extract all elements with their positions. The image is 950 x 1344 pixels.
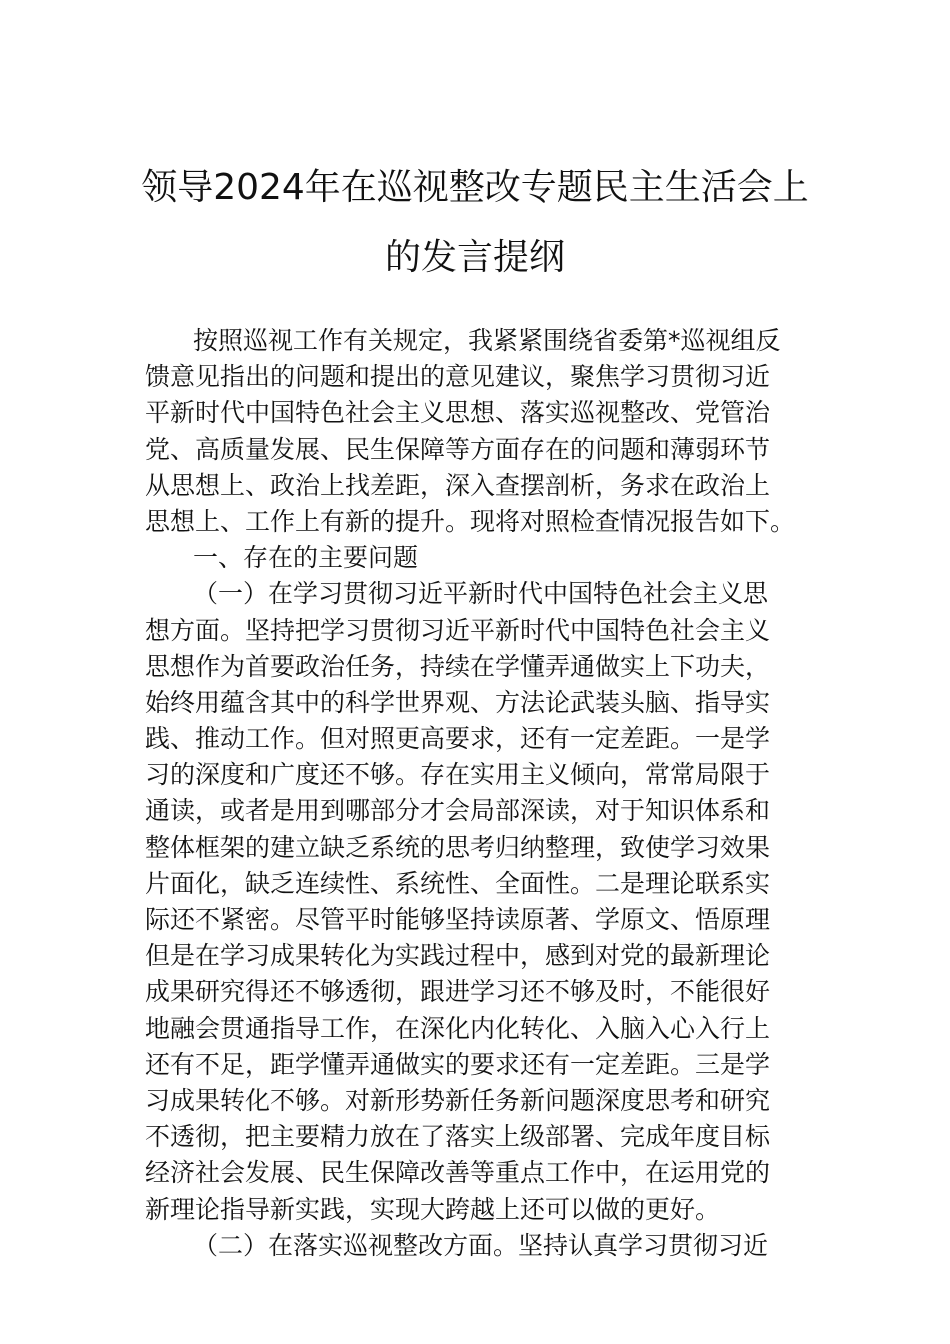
paragraph-line: 想方面。坚持把学习贯彻习近平新时代中国特色社会主义 (145, 615, 771, 645)
paragraph-line: 践、推动工作。但对照更高要求，还有一定差距。一是学 (145, 724, 771, 754)
document-title-line-1: 领导2024年在巡视整改专题民主生活会上 (141, 167, 809, 208)
paragraph-line: 新理论指导新实践，实现大跨越上还可以做的更好。 (145, 1194, 721, 1224)
paragraph-line: （一）在学习贯彻习近平新时代中国特色社会主义思 (193, 579, 769, 609)
paragraph-line: 习成果转化不够。对新形势新任务新问题深度思考和研究 (145, 1085, 771, 1115)
paragraph-line: 按照巡视工作有关规定，我紧紧围绕省委第*巡视组反 (193, 326, 781, 355)
paragraph-line: 不透彻，把主要精力放在了落实上级部署、完成年度目标 (145, 1122, 771, 1152)
document-title-line-2: 的发言提纲 (384, 237, 565, 278)
paragraph-line: 成果研究得还不够透彻，跟进学习还不够及时，不能很好 (145, 977, 771, 1007)
paragraph-line: 党、高质量发展、民生保障等方面存在的问题和薄弱环节 (145, 434, 771, 464)
paragraph-line: 但是在学习成果转化为实践过程中，感到对党的最新理论 (145, 941, 771, 971)
paragraph-line: 习的深度和广度还不够。存在实用主义倾向，常常局限于 (145, 760, 771, 790)
paragraph-line: 始终用蕴含其中的科学世界观、方法论武装头脑、指导实 (145, 687, 771, 717)
paragraph-line: 际还不紧密。尽管平时能够坚持读原著、学原文、悟原理 (145, 905, 771, 934)
paragraph-line: 整体框架的建立缺乏系统的思考归纳整理，致使学习效果 (145, 832, 771, 862)
paragraph-line: 通读，或者是用到哪部分才会局部深读，对于知识体系和 (145, 796, 771, 826)
paragraph-line: 平新时代中国特色社会主义思想、落实巡视整改、党管治 (145, 398, 771, 428)
paragraph-line: （二）在落实巡视整改方面。坚持认真学习贯彻习近 (193, 1230, 769, 1260)
paragraph-line: 地融会贯通指导工作，在深化内化转化、入脑入心入行上 (145, 1013, 771, 1043)
paragraph-line: 片面化，缺乏连续性、系统性、全面性。二是理论联系实 (145, 868, 771, 898)
paragraph-line: 一、存在的主要问题 (193, 543, 419, 573)
paragraph-line: 还有不足，距学懂弄通做实的要求还有一定差距。三是学 (145, 1049, 771, 1079)
paragraph-line: 思想作为首要政治任务，持续在学懂弄通做实上下功夫， (145, 651, 771, 681)
paragraph-line: 思想上、工作上有新的提升。现将对照检查情况报告如下。 (145, 506, 796, 536)
paragraph-line: 从思想上、政治上找差距，深入查摆剖析，务求在政治上 (145, 470, 771, 500)
paragraph-line: 馈意见指出的问题和提出的意见建议，聚焦学习贯彻习近 (145, 362, 771, 392)
document-body (145, 323, 815, 1264)
paragraph-line: 经济社会发展、民生保障改善等重点工作中，在运用党的 (145, 1158, 771, 1188)
